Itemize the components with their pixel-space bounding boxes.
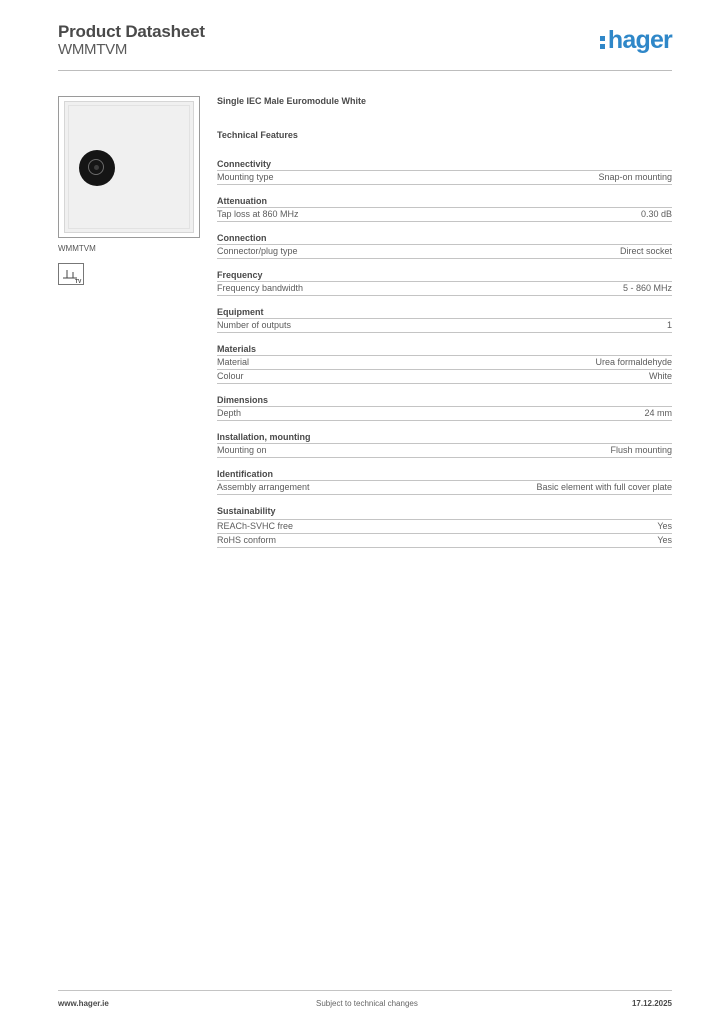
footer-notice: Subject to technical changes [316,999,418,1008]
feature-value: Yes [657,535,672,545]
page-footer [58,990,672,1011]
section-title: Materials [217,341,672,356]
feature-label: Connector/plug type [217,246,298,256]
section-title: Equipment [217,304,672,319]
feature-label: Material [217,357,250,367]
logo-colon-icon [600,28,606,48]
feature-section [217,156,672,185]
product-image [58,96,200,238]
feature-row [217,444,672,458]
feature-section [217,267,672,296]
feature-section [217,466,672,495]
technical-content [217,96,672,548]
feature-label: RoHS conform [217,535,277,545]
feature-row [217,534,672,548]
feature-row [217,481,672,495]
feature-section [217,392,672,421]
footer-date: 17.12.2025 [631,999,672,1008]
feature-value: 1 [666,320,672,330]
tv-socket-symbol-icon [58,263,84,285]
product-reference: WMMTVM [58,41,128,58]
technical-features-heading: Technical Features [217,130,298,140]
feature-row [217,407,672,421]
feature-sections [217,156,672,548]
feature-value: Basic element with full cover plate [536,482,672,492]
feature-section [217,230,672,259]
feature-value: 0.30 dB [640,209,672,219]
section-title: Attenuation [217,193,672,208]
feature-row [217,208,672,222]
section-title: Installation, mounting [217,429,672,444]
hager-logo [600,28,672,53]
feature-section [217,341,672,384]
feature-section [217,304,672,333]
feature-section [217,503,672,548]
feature-value: White [648,371,672,381]
feature-label: Mounting on [217,445,267,455]
feature-label: Colour [217,371,244,381]
page-header [58,20,672,71]
feature-row [217,245,672,259]
feature-value: Flush mounting [610,445,672,455]
section-title: Frequency [217,267,672,282]
feature-row [217,171,672,185]
feature-label: Tap loss at 860 MHz [217,209,299,219]
feature-label: Number of outputs [217,320,292,330]
feature-label: Assembly arrangement [217,482,310,492]
feature-label: REACh-SVHC free [217,521,294,531]
feature-value: 5 - 860 MHz [622,283,672,293]
feature-value: Snap-on mounting [598,172,672,182]
feature-value: Urea formaldehyde [595,357,672,367]
feature-value: 24 mm [644,408,672,418]
section-title: Dimensions [217,392,672,407]
feature-label: Frequency bandwidth [217,283,304,293]
feature-row [217,319,672,333]
feature-label: Mounting type [217,172,274,182]
feature-row [217,370,672,384]
feature-label: Depth [217,408,242,418]
feature-section [217,193,672,222]
section-title: Identification [217,466,672,481]
feature-value: Direct socket [619,246,672,256]
logo-text: hager [607,26,672,54]
feature-value: Yes [657,521,672,531]
section-title: Connection [217,230,672,245]
document-title: Product Datasheet [58,22,205,41]
symbol-label: TV [75,279,82,285]
product-name: Single IEC Male Euromodule White [217,96,367,106]
footer-website: www.hager.ie [58,999,109,1008]
coax-socket-icon [79,150,115,186]
section-title: Sustainability [217,506,276,516]
euromodule-plate [64,101,194,233]
product-image-caption: WMMTVM [58,244,96,253]
feature-row [217,520,672,534]
feature-section [217,429,672,458]
feature-row [217,356,672,370]
section-title: Connectivity [217,156,672,171]
feature-row [217,282,672,296]
